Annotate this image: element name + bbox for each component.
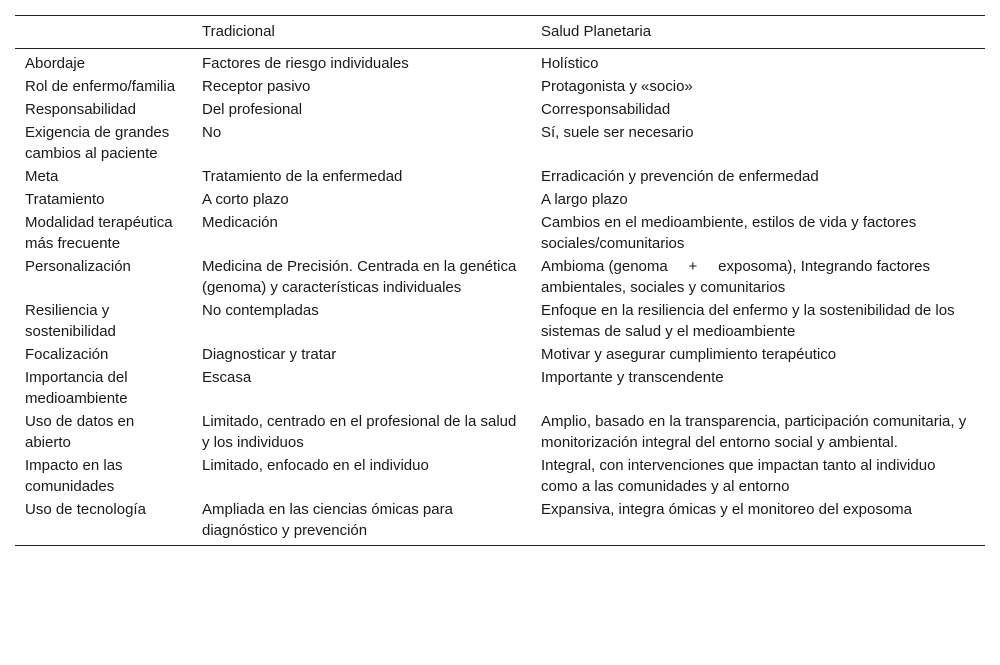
traditional-cell: Medicina de Precisión. Centrada en la genética (genoma) y características individuales — [202, 258, 517, 296]
traditional-cell: Limitado, centrado en el profesional de la salud y los individuos — [202, 413, 517, 451]
traditional-cell: Del profesional — [202, 101, 303, 118]
traditional-cell: No — [202, 124, 222, 141]
row-label: Impacto en las comunidades — [25, 457, 123, 495]
planetary-cell: Expansiva, integra ómicas y el monitoreo del exposoma — [541, 501, 913, 518]
row-label: Exigencia de grandes cambios al paciente — [25, 124, 170, 162]
table-body — [15, 49, 985, 546]
traditional-cell: No contempladas — [202, 302, 319, 319]
row-label: Abordaje — [25, 55, 86, 72]
row-label: Resiliencia y sostenibilidad — [25, 302, 116, 340]
row-label: Modalidad terapéutica más frecuente — [25, 214, 173, 252]
row-label: Uso de tecnología — [25, 501, 146, 518]
row-label: Importancia del medioambiente — [25, 369, 128, 407]
comparison-table — [15, 15, 985, 546]
traditional-cell: Diagnosticar y tratar — [202, 346, 337, 363]
traditional-cell: Receptor pasivo — [202, 78, 311, 95]
table-row — [15, 366, 985, 410]
planetary-cell: A largo plazo — [541, 191, 628, 208]
row-label: Rol de enfermo/familia — [25, 78, 176, 95]
row-label: Uso de datos en abierto — [25, 413, 135, 451]
traditional-cell: Factores de riesgo individuales — [202, 55, 409, 72]
planetary-cell: Cambios en el medioambiente, estilos de vida y factores sociales/comunitarios — [541, 214, 917, 252]
header-row — [15, 16, 985, 49]
table-row — [15, 188, 985, 211]
row-label: Focalización — [25, 346, 109, 363]
table-row — [15, 98, 985, 121]
table-row — [15, 410, 985, 454]
header-cell-empty — [15, 16, 192, 49]
table-row — [15, 299, 985, 343]
planetary-cell: Corresponsabilidad — [541, 101, 671, 118]
row-label: Responsabilidad — [25, 101, 136, 118]
table-row — [15, 75, 985, 98]
traditional-cell: Escasa — [202, 369, 252, 386]
planetary-cell: Ambioma (genoma + exposoma), Integrando factores ambientales, sociales y comunitarios — [541, 258, 935, 296]
planetary-cell: Motivar y asegurar cumplimiento terapéutico — [541, 346, 837, 363]
planetary-cell: Enfoque en la resiliencia del enfermo y la sostenibilidad de los sistemas de salud y el medioambiente — [541, 302, 955, 340]
header-cell-salud-planetaria: Salud Planetaria — [541, 23, 652, 40]
traditional-cell: Ampliada en las ciencias ómicas para diagnóstico y prevención — [202, 501, 453, 539]
planetary-cell: Erradicación y prevención de enfermedad — [541, 168, 819, 185]
table-row — [15, 343, 985, 366]
table-row — [15, 165, 985, 188]
traditional-cell: Medicación — [202, 214, 278, 231]
table-header — [15, 16, 985, 49]
planetary-cell: Sí, suele ser necesario — [541, 124, 694, 141]
planetary-cell: Holístico — [541, 55, 599, 72]
planetary-cell: Integral, con intervenciones que impactan tanto al individuo como a las comunidades y al entorno — [541, 457, 936, 495]
table-row — [15, 121, 985, 165]
row-label: Tratamiento — [25, 191, 105, 208]
traditional-cell: Tratamiento de la enfermedad — [202, 168, 403, 185]
planetary-cell: Importante y transcendente — [541, 369, 724, 386]
planetary-cell: Amplio, basado en la transparencia, participación comunitaria, y monitorización integral del entorno social y ambiental. — [541, 413, 967, 451]
comparison-table-container — [15, 15, 985, 546]
table-row — [15, 454, 985, 498]
table-row — [15, 211, 985, 255]
header-cell-tradicional: Tradicional — [202, 23, 275, 40]
traditional-cell: A corto plazo — [202, 191, 289, 208]
traditional-cell: Limitado, enfocado en el individuo — [202, 457, 429, 474]
table-row — [15, 49, 985, 76]
row-label: Meta — [25, 168, 59, 185]
table-row — [15, 255, 985, 299]
table-row — [15, 498, 985, 546]
row-label: Personalización — [25, 258, 131, 275]
planetary-cell: Protagonista y «socio» — [541, 78, 693, 95]
